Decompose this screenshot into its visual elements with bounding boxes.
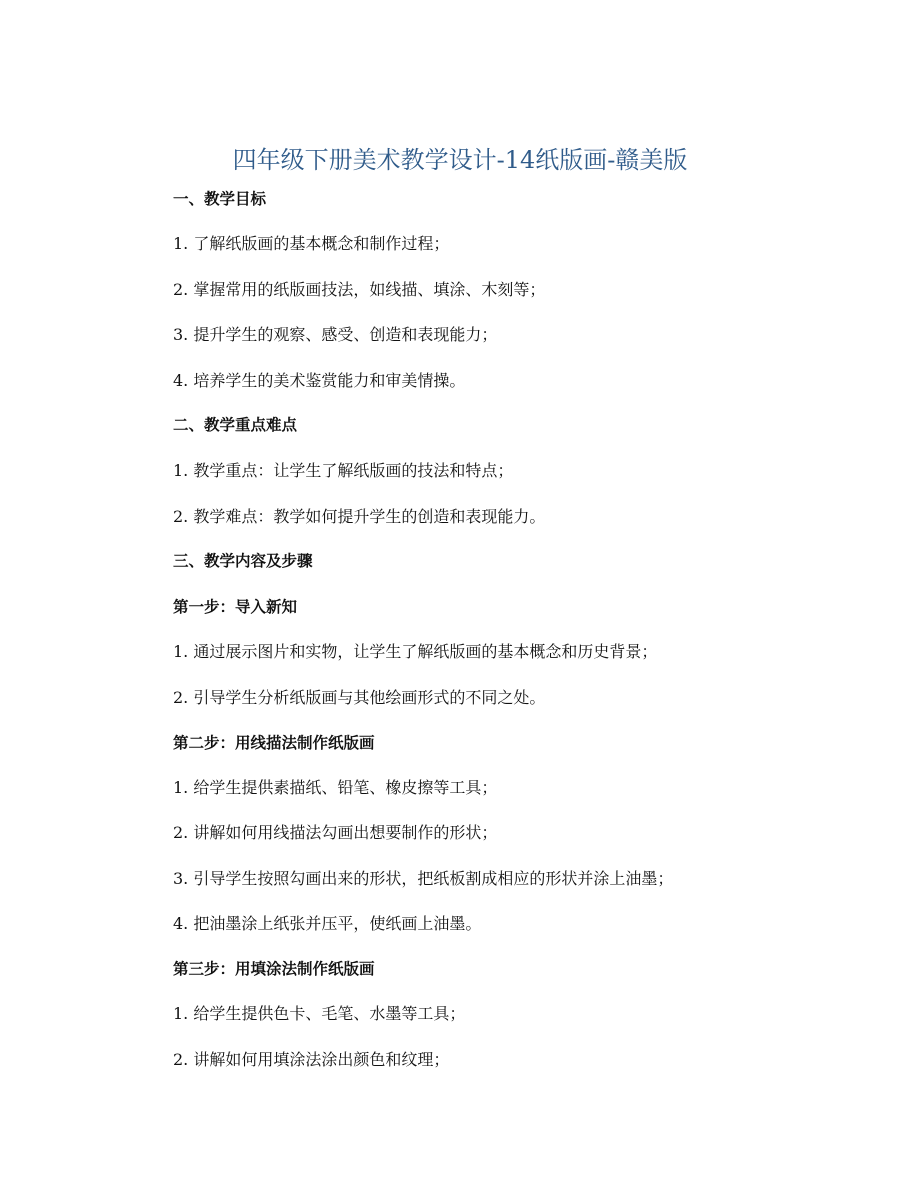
list-item: 1. 通过展示图片和实物，让学生了解纸版画的基本概念和历史背景；	[173, 642, 658, 661]
list-item: 1. 给学生提供色卡、毛笔、水墨等工具；	[173, 1004, 466, 1023]
list-item: 2. 教学难点：教学如何提升学生的创造和表现能力。	[173, 507, 546, 526]
section-heading-key-points: 二、教学重点难点	[173, 416, 298, 434]
step-heading-3: 第三步：用填涂法制作纸版画	[173, 960, 375, 978]
section-heading-objectives: 一、教学目标	[173, 190, 267, 208]
list-item: 2. 讲解如何用线描法勾画出想要制作的形状；	[173, 823, 498, 842]
list-item: 1. 给学生提供素描纸、铅笔、橡皮擦等工具；	[173, 778, 498, 797]
list-item: 1. 了解纸版画的基本概念和制作过程；	[173, 234, 450, 253]
list-item: 1. 教学重点：让学生了解纸版画的技法和特点；	[173, 461, 514, 480]
list-item: 2. 引导学生分析纸版画与其他绘画形式的不同之处。	[173, 688, 546, 707]
document-title: 四年级下册美术教学设计-14纸版画-赣美版	[232, 146, 688, 174]
list-item: 4. 培养学生的美术鉴赏能力和审美情操。	[173, 371, 466, 390]
list-item: 3. 提升学生的观察、感受、创造和表现能力；	[173, 325, 498, 344]
list-item: 3. 引导学生按照勾画出来的形状，把纸板割成相应的形状并涂上油墨；	[173, 869, 674, 888]
step-heading-2: 第二步：用线描法制作纸版画	[173, 734, 375, 752]
list-item: 2. 掌握常用的纸版画技法，如线描、填涂、木刻等；	[173, 280, 546, 299]
section-heading-content-steps: 三、教学内容及步骤	[173, 552, 313, 570]
list-item: 2. 讲解如何用填涂法涂出颜色和纹理；	[173, 1050, 450, 1069]
step-heading-1: 第一步：导入新知	[173, 598, 298, 616]
list-item: 4. 把油墨涂上纸张并压平，使纸画上油墨。	[173, 914, 482, 933]
